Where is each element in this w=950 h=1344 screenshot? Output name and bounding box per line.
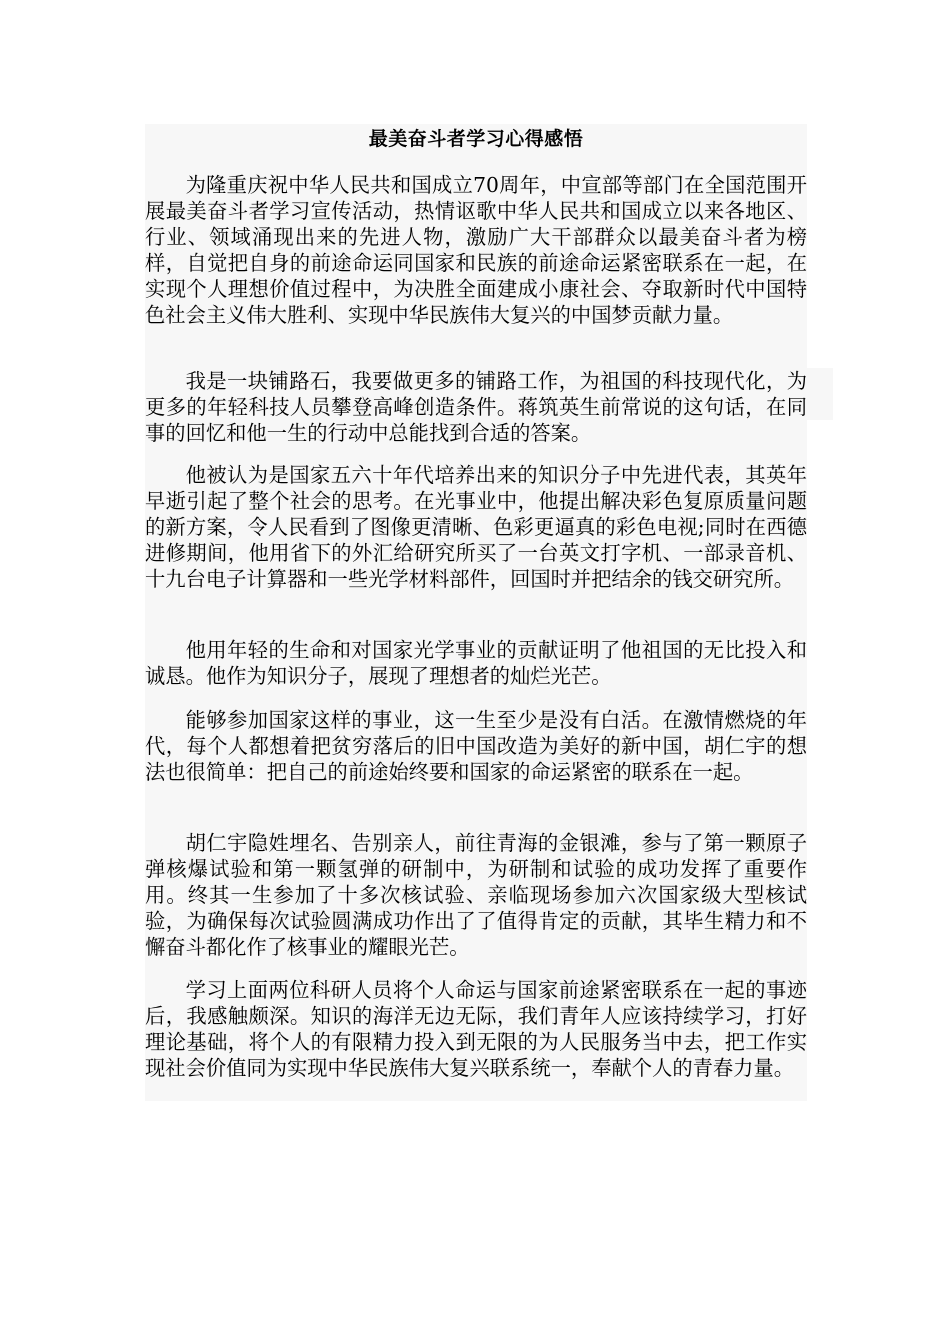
paragraph-7: 学习上面两位科研人员将个人命运与国家前途紧密联系在一起的事迹后，我感触颇深。知识的海洋无边无际，我们青年人应该持续学习，打好理论基础，将个人的有限精力投入到无限的为人民服务当中去，把工作实现社会价值同为实现中华民族伟大复兴联系统一，奉献个人的青春力量。 [145, 978, 807, 1080]
paragraph-3: 他被认为是国家五六十年代培养出来的知识分子中先进代表，其英年早逝引起了整个社会的思考。在光事业中，他提出解决彩色复原质量问题的新方案，令人民看到了图像更清晰、色彩更逼真的彩色电视;同时在西德进修期间，他用省下的外汇给研究所买了一台英文打字机、一部录音机、十九台电子计算器和一些光学材料部件，回国时并把结余的钱交研究所。 [145, 463, 807, 591]
paragraph-4: 他用年轻的生命和对国家光学事业的贡献证明了他祖国的无比投入和诚恳。他作为知识分子，展现了理想者的灿烂光芒。 [145, 638, 807, 688]
document-title: 最美奋斗者学习心得感悟 [368, 128, 584, 150]
paragraph-1: 为隆重庆祝中华人民共和国成立70周年，中宣部等部门在全国范围开展最美奋斗者学习宣传活动，热情讴歌中华人民共和国成立以来各地区、行业、领域涌现出来的先进人物，激励广大干部群众以最美奋斗者为榜样，自觉把自身的前途命运同国家和民族的前途命运紧密联系在一起，在实现个人理想价值过程中，为决胜全面建成小康社会、夺取新时代中国特色社会主义伟大胜利、实现中华民族伟大复兴的中国梦贡献力量。 [145, 173, 807, 327]
paragraph-5: 能够参加国家这样的事业，这一生至少是没有白活。在激情燃烧的年代，每个人都想着把贫穷落后的旧中国改造为美好的新中国，胡仁宇的想法也很简单：把自己的前途始终要和国家的命运紧密的联系在一起。 [145, 708, 807, 784]
paragraph-6: 胡仁宇隐姓埋名、告别亲人，前往青海的金银滩，参与了第一颗原子弹核爆试验和第一颗氢弹的研制中，为研制和试验的成功发挥了重要作用。终其一生参加了十多次核试验、亲临现场参加六次国家级大型核试验，为确保每次试验圆满成功作出了了值得肯定的贡献，其毕生精力和不懈奋斗都化作了核事业的耀眼光芒。 [145, 831, 807, 959]
paragraph-highlight [805, 368, 833, 420]
paragraph-2: 我是一块铺路石，我要做更多的铺路工作，为祖国的科技现代化，为更多的年轻科技人员攀登高峰创造条件。蒋筑英生前常说的这句话，在同事的回忆和他一生的行动中总能找到合适的答案。 [145, 369, 807, 445]
